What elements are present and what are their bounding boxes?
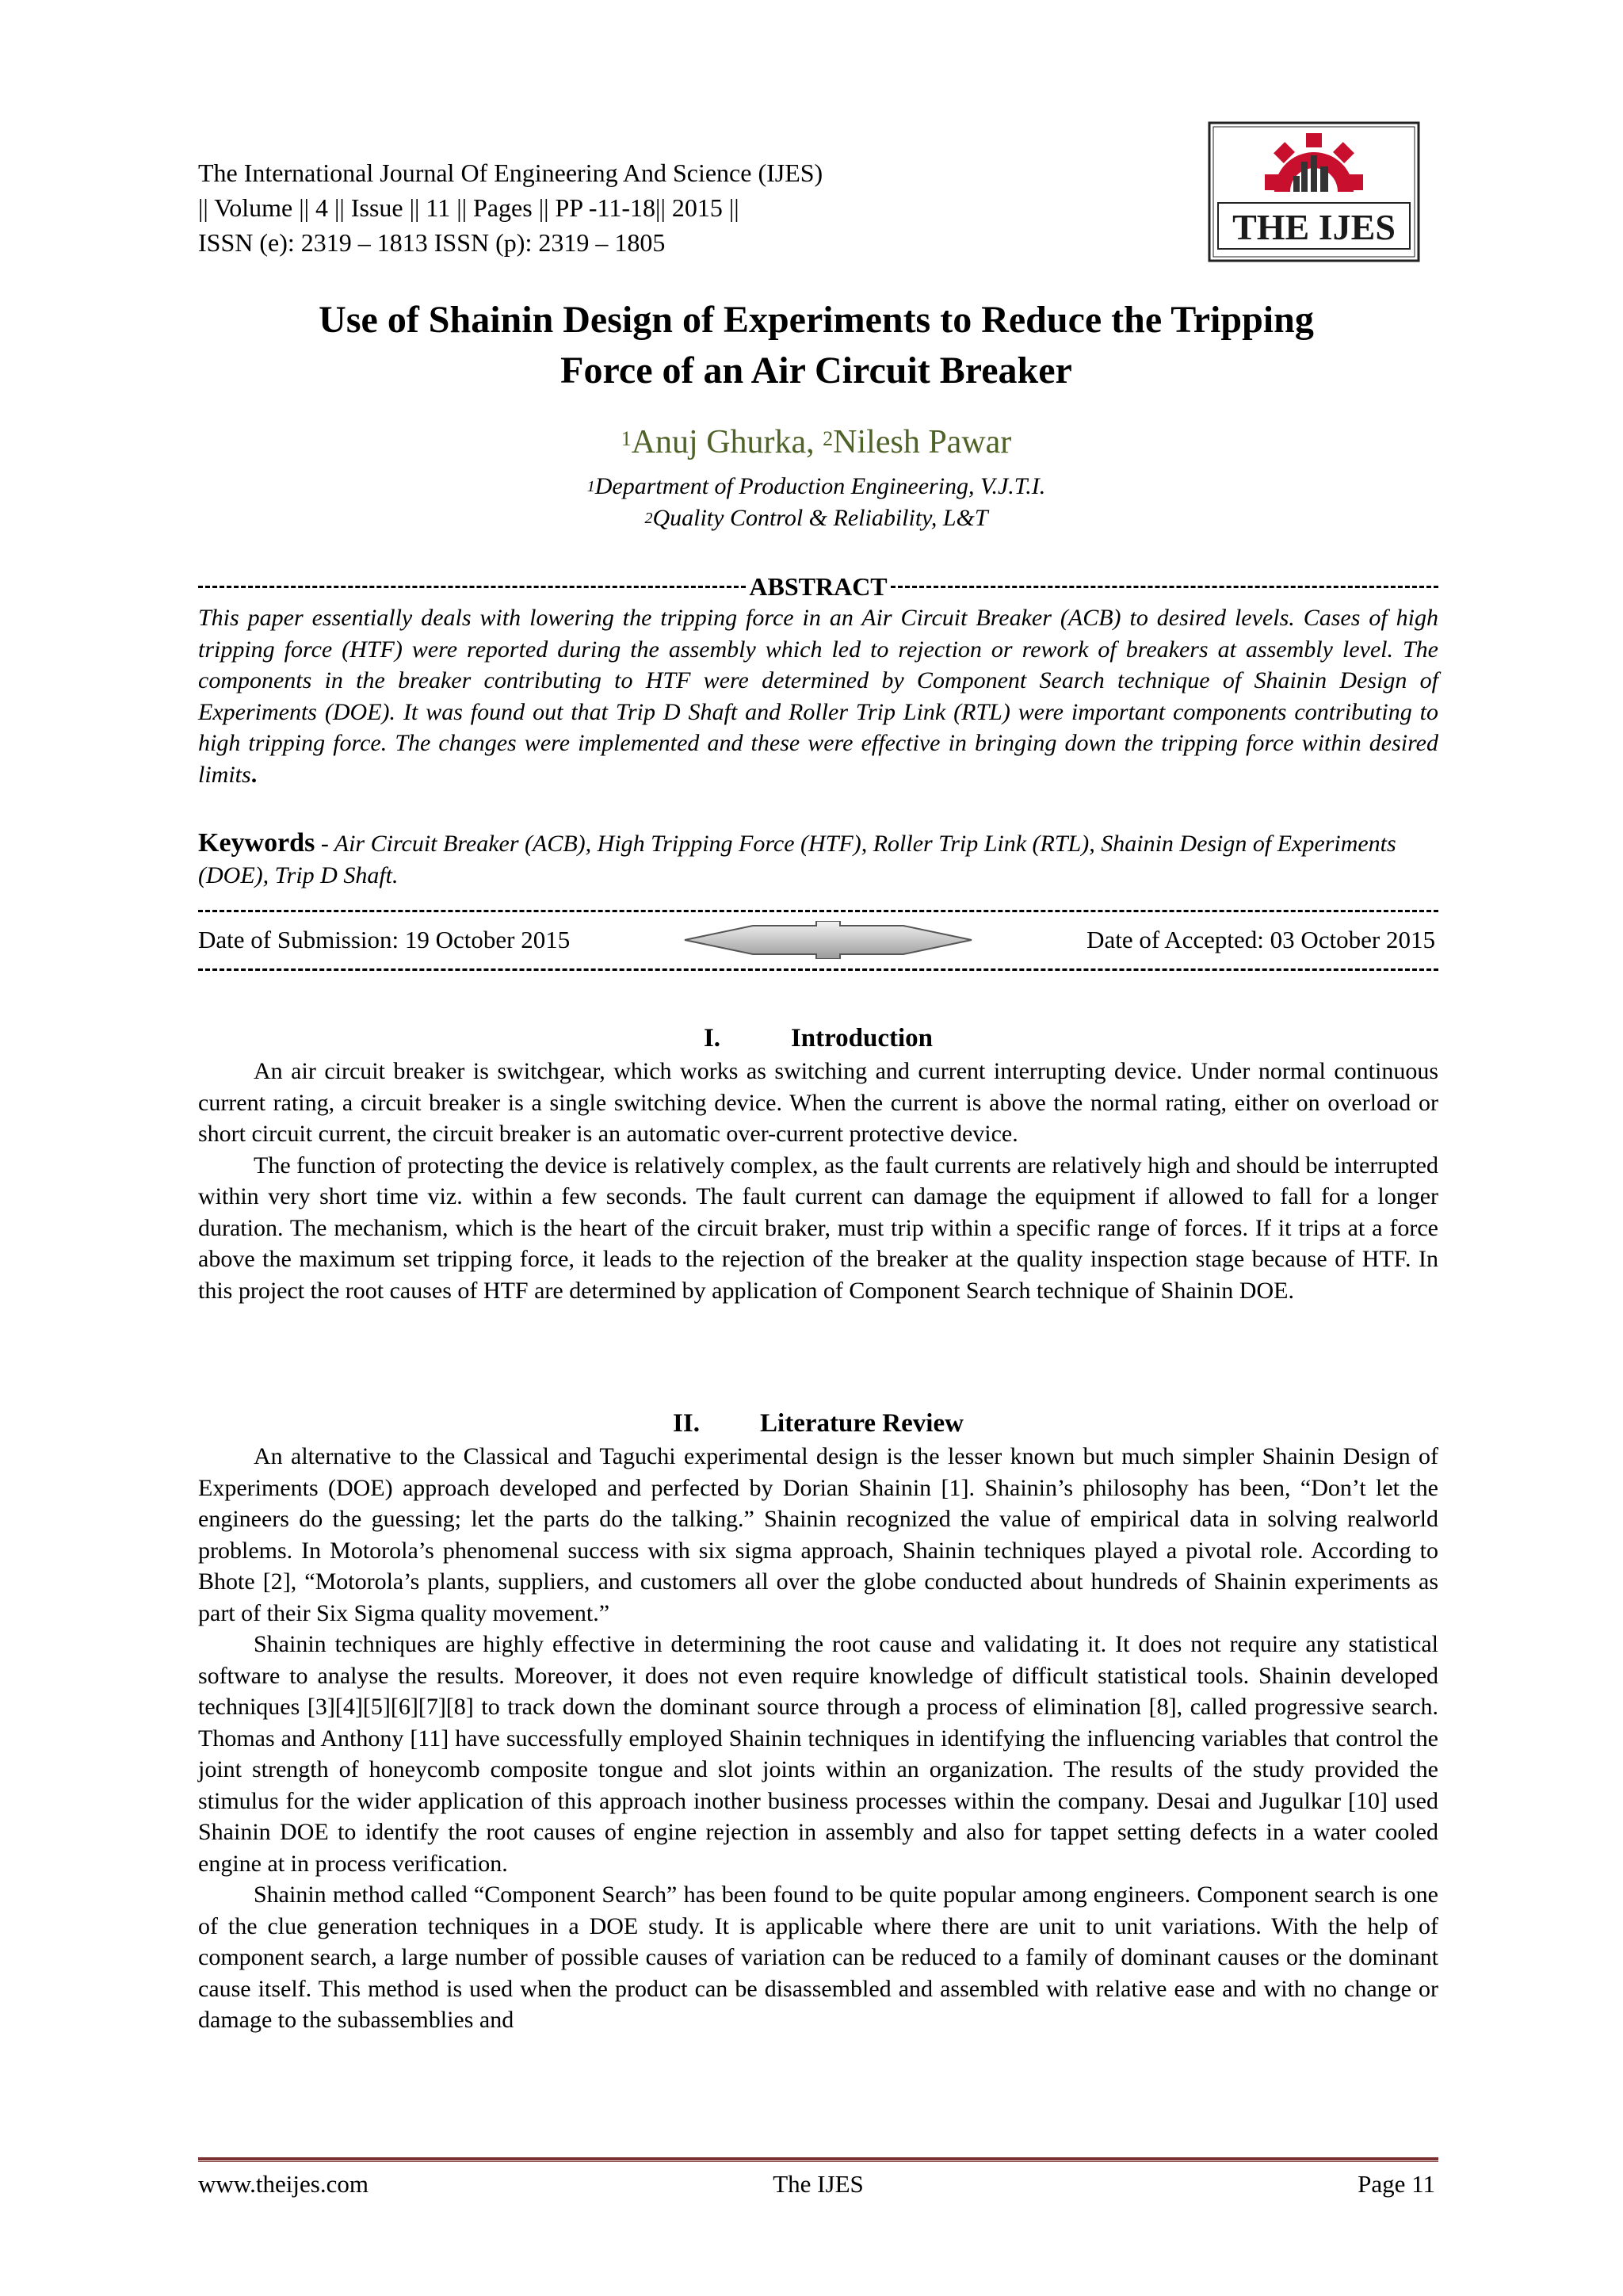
footer-journal: The IJES bbox=[773, 2170, 864, 2198]
page-footer bbox=[198, 2167, 1438, 2202]
footer-rule bbox=[198, 2157, 1438, 2162]
abstract-body: This paper essentially deals with lowering the tripping force in an Air Circuit Breaker (ACB) to desired levels. Cases of high tripping force (HTF) were reported during the assembly which led to rejection or rework of breakers at assembly level. The components in the breaker contributing to HTF were determined by Component Search technique of Shainin Design of Experiments (DOE). It was found out that Trip D Shaft and Roller Trip Link (RTL) were important components contributing to high tripping force. The changes were implemented and these were effective in bringing down the tripping force within desired limits bbox=[198, 605, 1438, 788]
abstract-label: ABSTRACT bbox=[749, 571, 888, 601]
dash-rule-right bbox=[891, 586, 1438, 588]
dash-rule-bottom bbox=[198, 968, 1438, 971]
affiliation-2-mark: 2 bbox=[644, 510, 653, 527]
paragraph: The function of protecting the device is relatively complex, as the fault currents are relatively high and should be interrupted within very short time viz. within a few seconds. The fault current can damage the equipment if allowed to fall for a longer duration. The mechanism, which is the heart of the circuit braker, must trip within a specific range of forces. If it trips at a force above the maximum set tripping force, it leads to the rejection of the breaker at the quality inspection stage because of HTF. In this project the root causes of HTF are determined by application of Component Search technique of Shainin DOE. bbox=[198, 1152, 1438, 1304]
journal-volume: || Volume || 4 || Issue || 11 || Pages || PP -11-18|| 2015 || bbox=[198, 193, 739, 222]
paper-title bbox=[158, 295, 1474, 396]
dates-row bbox=[198, 921, 1438, 959]
date-submission: Date of Submission: 19 October 2015 bbox=[198, 926, 571, 953]
section-title: Introduction bbox=[790, 1024, 934, 1052]
dash-rule-left bbox=[198, 586, 746, 588]
affiliation-2-text: Quality Control & Reliability, L&T bbox=[652, 505, 988, 531]
keywords bbox=[198, 827, 1438, 891]
affiliation-1-text: Department of Production Engineering, V.J.T.I. bbox=[594, 473, 1046, 499]
section-number: II. bbox=[673, 1409, 700, 1438]
section-number: I. bbox=[703, 1024, 721, 1052]
keywords-text: - Air Circuit Breaker (ACB), High Tripping Force (HTF), Roller Trip Link (RTL), Shainin Design of Experiments (DOE), Trip D Shaft. bbox=[198, 831, 1396, 888]
ijes-logo bbox=[1207, 120, 1421, 263]
section-heading-literature-review bbox=[198, 1408, 1438, 1439]
introduction-body bbox=[198, 1056, 1438, 1306]
journal-name: The International Journal Of Engineering And Science (IJES) bbox=[198, 159, 823, 187]
author-list bbox=[158, 420, 1474, 464]
ijes-logo-graphic bbox=[1207, 120, 1421, 263]
abstract-text bbox=[198, 602, 1438, 790]
paragraph: Shainin techniques are highly effective in determining the root cause and validating it. It does not require any statistical software to analyse the results. Moreover, it does not even require knowledge of difficult statistical tools. Shainin developed techniques [3][4][5][6][7][8] to track down the dominant source through a process of elimination [8], called progressive search. Thomas and Anthony [11] have successfully employed Shainin techniques in identifying the influencing variables that control the joint strength of honeycomb composite tongue and slot joints within an organization. The results of the study provided the stimulus for the wider application of this approach inother business processes within the company. Desai and Jugulkar [10] used Shainin DOE to identify the root causes of engine rejection in assembly and also for tappet setting defects in a water cooled engine at in process verification. bbox=[198, 1631, 1438, 1877]
keywords-label: Keywords bbox=[198, 828, 315, 858]
date-accepted: Date of Accepted: 03 October 2015 bbox=[1086, 926, 1435, 953]
footer-website: www.theijes.com bbox=[198, 2170, 369, 2198]
paragraph: An air circuit breaker is switchgear, which works as switching and current interrupting device. Under normal continuous current rating, a circuit breaker is a single switching device. When the current is above the normal rating, either on overload or short circuit current, the circuit breaker is an automatic over-current protective device. bbox=[198, 1058, 1438, 1147]
affiliation-1 bbox=[158, 471, 1474, 502]
title-line-2: Force of an Air Circuit Breaker bbox=[560, 350, 1072, 392]
author-1-name: Anuj Ghurka, bbox=[631, 424, 823, 460]
author-2-name: Nilesh Pawar bbox=[833, 424, 1012, 460]
affiliation-2 bbox=[158, 502, 1474, 534]
logo-text: THE IJES bbox=[1232, 207, 1396, 247]
section-title: Literature Review bbox=[760, 1409, 964, 1438]
footer-page-number: Page 11 bbox=[1358, 2170, 1435, 2198]
section-heading-introduction bbox=[198, 1022, 1438, 1054]
title-line-1: Use of Shainin Design of Experiments to Reduce the Tripping bbox=[319, 299, 1314, 341]
date-divider-arrow-icon bbox=[682, 921, 975, 959]
journal-header bbox=[198, 155, 1189, 260]
abstract-end: . bbox=[250, 761, 258, 788]
paragraph: Shainin method called “Component Search” has been found to be quite popular among engineers. Component search is one of the clue generation techniques in a DOE study. It is applicable where there are unit to unit variations. With the help of component search, a large number of possible causes of variation can be reduced to a family of dominant causes or the dominant cause itself. This method is used when the product can be disassembled and assembled with relative ease and with no change or damage to the subassemblies and bbox=[198, 1881, 1438, 2033]
paragraph: An alternative to the Classical and Taguchi experimental design is the lesser known but much simpler Shainin Design of Experiments (DOE) approach developed and perfected by Dorian Shainin [1]. Shainin’s philosophy has been, “Don’t let the engineers do the guessing; let the parts do the talking.” Shainin recognized the value of empirical data in solving realworld problems. In Motorola’s phenomenal success with six sigma approach, Shainin techniques played a pivotal role. According to Bhote [2], “Motorola’s plants, suppliers, and customers all over the globe conducted about hundreds of Shainin experiments as part of their Six Sigma quality movement.” bbox=[198, 1443, 1438, 1626]
author-1-mark: 1 bbox=[621, 427, 632, 450]
journal-issn: ISSN (e): 2319 – 1813 ISSN (p): 2319 – 1805 bbox=[198, 228, 666, 257]
affiliation-1-mark: 1 bbox=[586, 478, 595, 495]
literature-review-body bbox=[198, 1441, 1438, 2036]
abstract-rule bbox=[198, 571, 1438, 602]
dash-rule-top bbox=[198, 910, 1438, 912]
author-2-mark: 2 bbox=[823, 427, 834, 450]
